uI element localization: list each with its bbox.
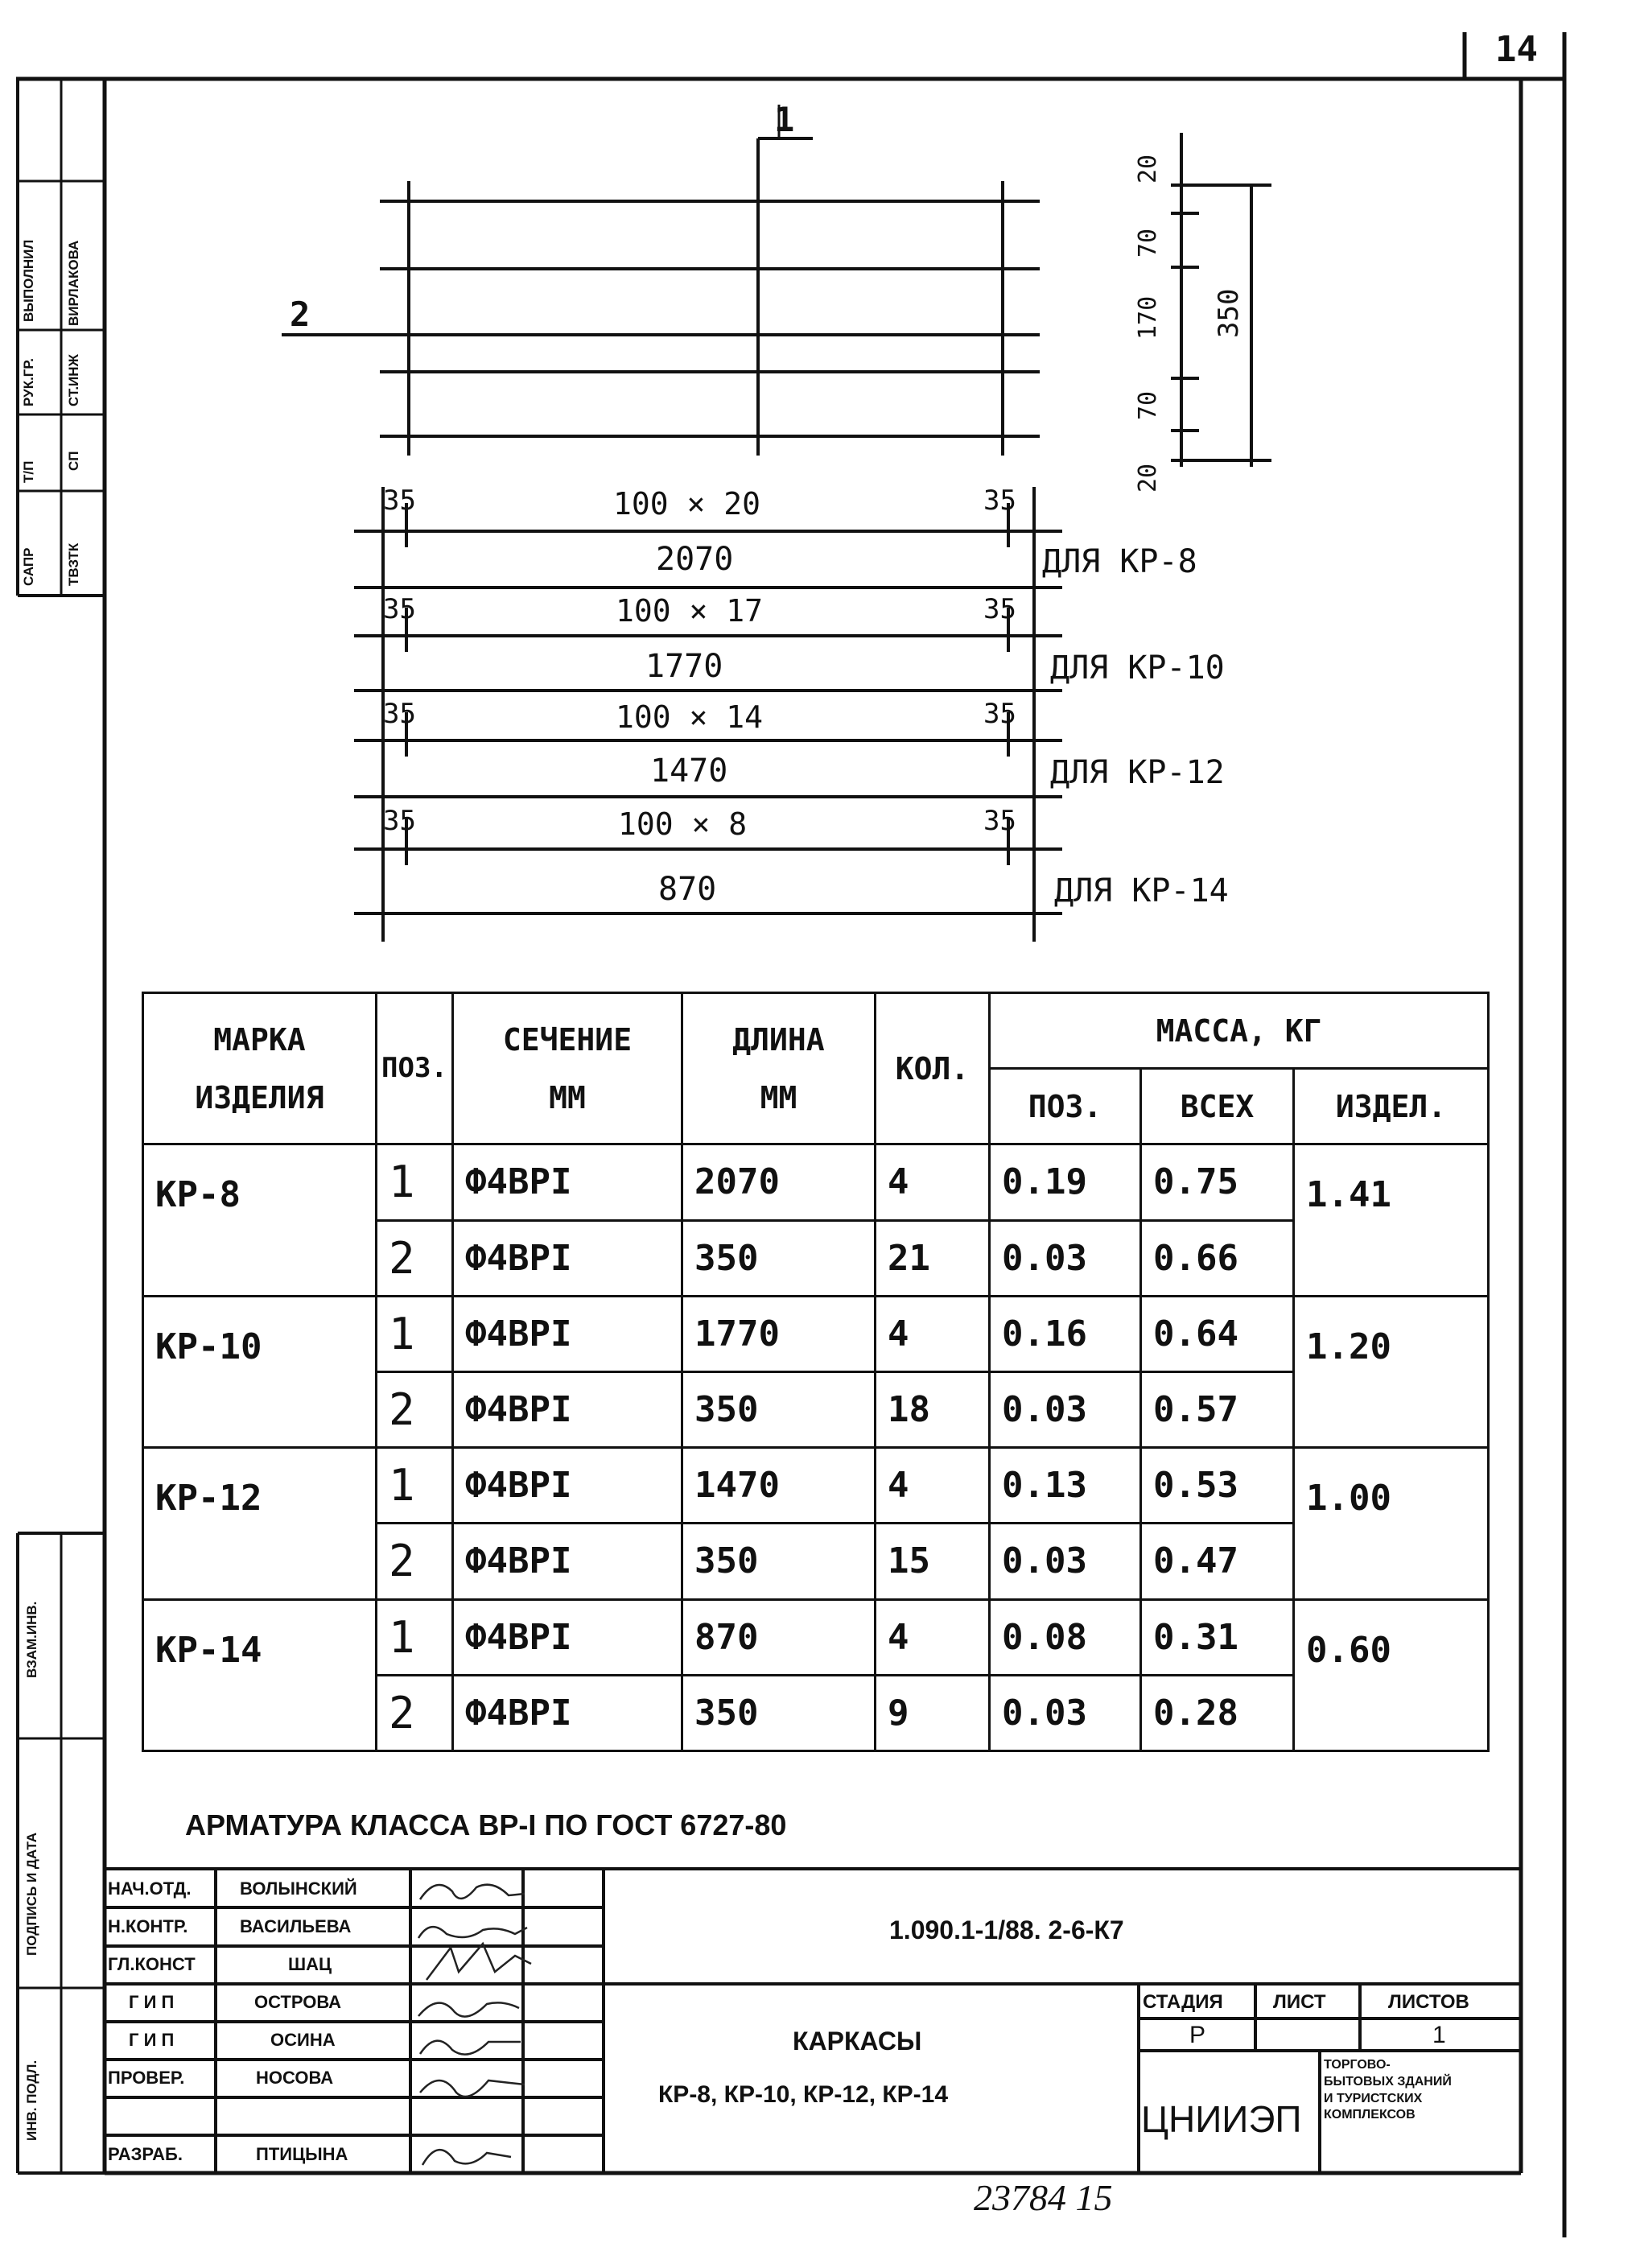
row-mass-pos: 0.13	[990, 1448, 1141, 1524]
staff-name: ОСТРОВА	[254, 1992, 342, 2012]
row-mass-all: 0.28	[1141, 1675, 1294, 1750]
inventory-number: 23784 15	[974, 2177, 1113, 2218]
group-mark: КР-12	[143, 1448, 377, 1599]
sheet-number: 14	[1495, 29, 1538, 70]
dim-row2-total: 1770	[645, 648, 723, 685]
row-length: 350	[682, 1371, 876, 1447]
dim-row4-middle: 100 × 8	[618, 806, 748, 842]
row-mass-pos: 0.08	[990, 1599, 1141, 1675]
dim-row2-label: ДЛЯ КР-10	[1050, 649, 1225, 687]
drawing-title: КАРКАСЫ	[793, 2027, 922, 2056]
vdim-1: 20	[1134, 154, 1162, 184]
dim-row2-left: 35	[383, 593, 416, 625]
header-section: СЕЧЕНИЕ ММ	[453, 993, 682, 1144]
row-length: 350	[682, 1524, 876, 1599]
row-section: Ф4ВРI	[453, 1296, 682, 1371]
staff-name: ВАСИЛЬЕВА	[240, 1916, 352, 1936]
staff-role: Г И П	[129, 1992, 175, 2012]
margin-label-virlakova: ВИРЛАКОВА	[66, 240, 81, 326]
row-mass-pos: 0.19	[990, 1144, 1141, 1220]
margin-label-rukgr: РУК.ГР.	[21, 358, 36, 406]
row-qty: 4	[876, 1599, 990, 1675]
dim-row3-total: 1470	[650, 753, 728, 790]
sheet-label: ЛИСТ	[1273, 1991, 1326, 2013]
row-mass-pos: 0.03	[990, 1220, 1141, 1296]
dim-row4-right: 35	[983, 805, 1016, 837]
row-section: Ф4ВРI	[453, 1371, 682, 1447]
row-mass-all: 0.31	[1141, 1599, 1294, 1675]
dim-row1-middle: 100 × 20	[613, 486, 761, 522]
row-qty: 15	[876, 1524, 990, 1599]
dim-row4-total: 870	[658, 871, 717, 908]
row-mass-all: 0.75	[1141, 1144, 1294, 1220]
row-section: Ф4ВРI	[453, 1675, 682, 1750]
margin-label-podpis-data: ПОДПИСЬ И ДАТА	[24, 1832, 39, 1956]
row-length: 1770	[682, 1296, 876, 1371]
row-mass-pos: 0.03	[990, 1675, 1141, 1750]
header-length: ДЛИНА ММ	[682, 993, 876, 1144]
row-pos: 1	[377, 1144, 453, 1220]
dim-row4-label: ДЛЯ КР-14	[1054, 872, 1229, 909]
dim-row1-label: ДЛЯ КР-8	[1042, 543, 1197, 580]
header-mass: МАССА, КГ	[990, 993, 1489, 1069]
stage-label: СТАДИЯ	[1143, 1991, 1223, 2013]
dim-row4-left: 35	[383, 805, 416, 837]
sheets-value: 1	[1432, 2022, 1446, 2048]
row-pos: 2	[377, 1220, 453, 1296]
row-pos: 1	[377, 1448, 453, 1524]
row-mass-all: 0.64	[1141, 1296, 1294, 1371]
row-mass-pos: 0.03	[990, 1371, 1141, 1447]
vdim-4: 70	[1134, 390, 1162, 420]
row-qty: 4	[876, 1448, 990, 1524]
header-mass-item: ИЗДЕЛ.	[1294, 1069, 1489, 1144]
staff-name: ВОЛЫНСКИЙ	[240, 1878, 357, 1899]
row-section: Ф4ВРI	[453, 1599, 682, 1675]
margin-label-vzam-inv: ВЗАМ.ИНВ.	[24, 1601, 39, 1678]
dim-row1-right: 35	[983, 485, 1016, 517]
row-qty: 4	[876, 1144, 990, 1220]
staff-name: ШАЦ	[288, 1954, 332, 1974]
row-length: 2070	[682, 1144, 876, 1220]
reinforcement-note: АРМАТУРА КЛАССА ВР-I ПО ГОСТ 6727-80	[185, 1808, 787, 1841]
dim-row2-right: 35	[983, 593, 1016, 625]
row-qty: 18	[876, 1371, 990, 1447]
row-mass-all: 0.47	[1141, 1524, 1294, 1599]
row-mass-all: 0.66	[1141, 1220, 1294, 1296]
margin-label-inv-podl: ИНВ. ПОДЛ.	[24, 2060, 39, 2141]
row-qty: 4	[876, 1296, 990, 1371]
staff-role: РАЗРАБ.	[108, 2144, 183, 2164]
group-total-mass: 0.60	[1294, 1599, 1489, 1751]
group-total-mass: 1.00	[1294, 1448, 1489, 1599]
row-pos: 2	[377, 1675, 453, 1750]
vdim-2: 70	[1134, 228, 1162, 258]
row-length: 1470	[682, 1448, 876, 1524]
row-section: Ф4ВРI	[453, 1524, 682, 1599]
row-length: 350	[682, 1675, 876, 1750]
staff-role: Г И П	[129, 2030, 175, 2050]
staff-name: ПТИЦЫНА	[256, 2144, 348, 2164]
staff-role: ПРОВЕР.	[108, 2068, 185, 2088]
leader-label-1: 1	[774, 100, 795, 139]
staff-role: Н.КОНТР.	[108, 1916, 188, 1936]
row-qty: 9	[876, 1675, 990, 1750]
margin-label-sapr: САПР	[21, 547, 36, 586]
margin-label-tp: Т/П	[21, 460, 36, 483]
margin-label-vypolnil: ВЫПОЛНИЛ	[21, 239, 36, 322]
staff-name: ОСИНА	[270, 2030, 336, 2050]
row-mass-all: 0.53	[1141, 1448, 1294, 1524]
staff-name: НОСОВА	[256, 2068, 334, 2088]
vdim-5: 20	[1134, 463, 1162, 493]
document-code: 1.090.1-1/88. 2-6-К7	[889, 1915, 1124, 1944]
group-total-mass: 1.41	[1294, 1144, 1489, 1296]
dim-row3-label: ДЛЯ КР-12	[1050, 754, 1225, 791]
dim-row3-right: 35	[983, 698, 1016, 730]
stage-value: Р	[1189, 2022, 1206, 2048]
group-mark: КР-8	[143, 1144, 377, 1296]
margin-label-stinzh: СТ.ИНЖ	[66, 354, 81, 406]
drawing-subtitle: КР-8, КР-10, КР-12, КР-14	[658, 2081, 949, 2108]
header-qty: КОЛ.	[876, 993, 990, 1144]
row-pos: 2	[377, 1371, 453, 1447]
vdim-3: 170	[1134, 295, 1162, 340]
group-mark: КР-14	[143, 1599, 377, 1751]
row-mass-pos: 0.03	[990, 1524, 1141, 1599]
group-total-mass: 1.20	[1294, 1296, 1489, 1447]
row-mass-all: 0.57	[1141, 1371, 1294, 1447]
header-mass-pos: ПОЗ.	[990, 1069, 1141, 1144]
staff-role: НАЧ.ОТД.	[108, 1878, 192, 1899]
margin-label-sp: СП	[66, 451, 81, 471]
row-qty: 21	[876, 1220, 990, 1296]
row-pos: 1	[377, 1296, 453, 1371]
row-length: 350	[682, 1220, 876, 1296]
vdim-total: 350	[1213, 288, 1245, 338]
row-pos: 2	[377, 1524, 453, 1599]
row-length: 870	[682, 1599, 876, 1675]
dim-row1-left: 35	[383, 485, 416, 517]
header-pos: ПОЗ.	[377, 993, 453, 1144]
header-mass-all: ВСЕХ	[1141, 1069, 1294, 1144]
sheets-label: ЛИСТОВ	[1388, 1991, 1469, 2013]
row-pos: 1	[377, 1599, 453, 1675]
dim-row3-left: 35	[383, 698, 416, 730]
dim-row3-middle: 100 × 14	[616, 699, 764, 735]
staff-role: ГЛ.КОНСТ	[108, 1954, 196, 1974]
row-section: Ф4ВРI	[453, 1448, 682, 1524]
dim-row2-middle: 100 × 17	[616, 593, 764, 629]
group-mark: КР-10	[143, 1296, 377, 1447]
organization-subtitle: ТОРГОВО-БЫТОВЫХ ЗДАНИЙ И ТУРИСТСКИХ КОМПЛЕКСОВ	[1324, 2058, 1452, 2122]
row-section: Ф4ВРI	[453, 1144, 682, 1220]
organization-name: ЦНИИЭП	[1141, 2098, 1302, 2140]
leader-label-2: 2	[290, 295, 311, 334]
dim-row1-total: 2070	[656, 541, 734, 578]
header-mark: МАРКА ИЗДЕЛИЯ	[143, 993, 377, 1144]
row-section: Ф4ВРI	[453, 1220, 682, 1296]
margin-label-tvztk: ТВЗТК	[66, 542, 81, 586]
row-mass-pos: 0.16	[990, 1296, 1141, 1371]
